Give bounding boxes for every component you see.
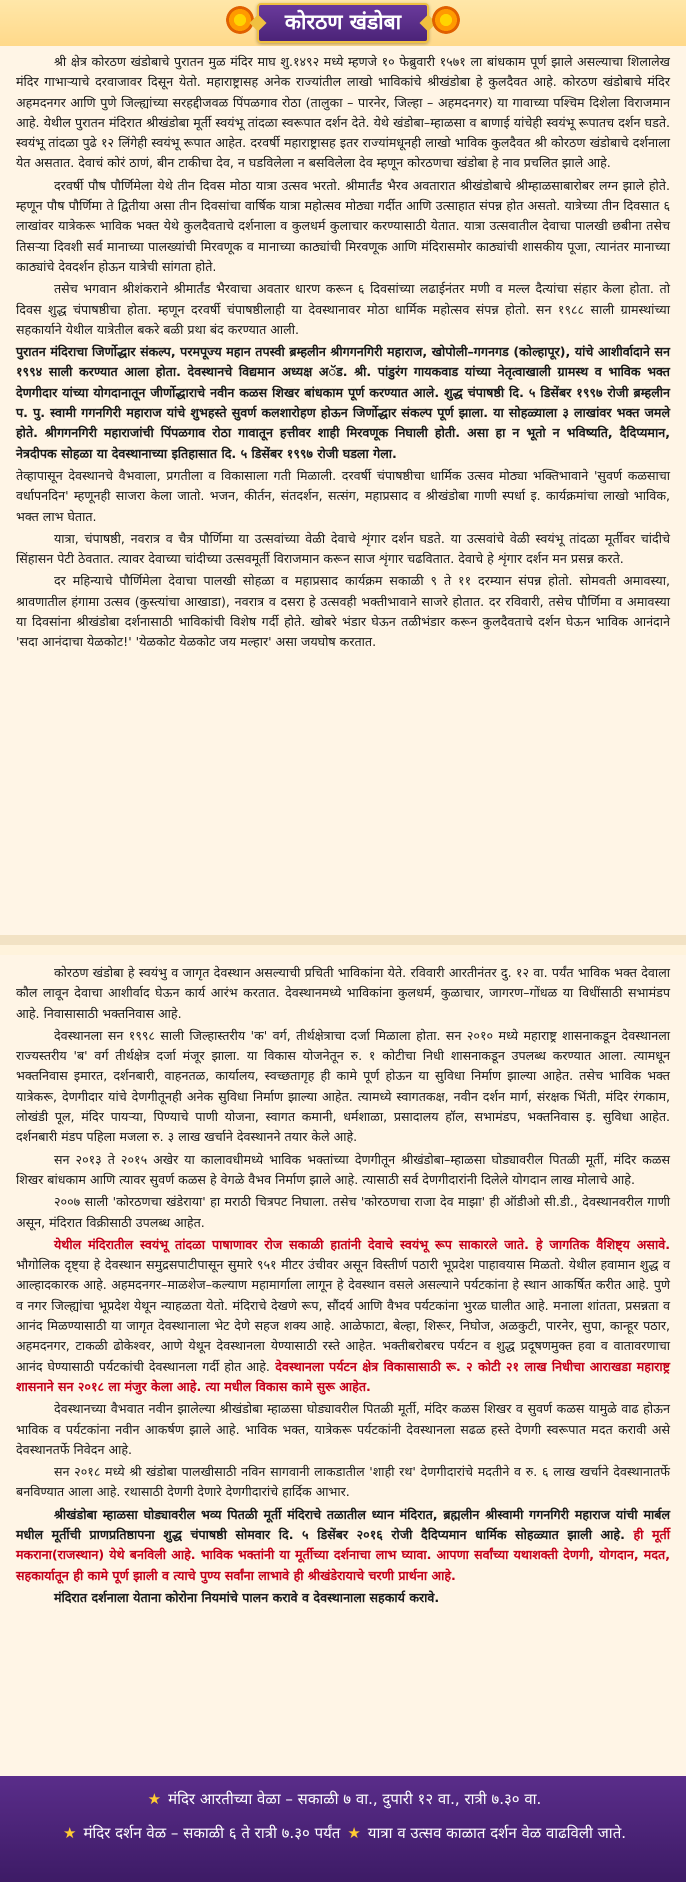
paragraph: देवस्थानच्या वैभवात नवीन झालेल्या श्रीखंडोबा म्हाळसा घोड्यावरील पितळी मूर्ती, मंदिर कळस शिखर व सुवर्ण कळस यामुळे वाढ होऊन भाविक व पर्यटकांना नवीन आकर्षण झाले आहे. भाविक भक्त, यात्रेकरू पर्यटकांनी देवस्थानला सढळ हस्ते देणगी स्वरूपात मदत करावी असे देवस्थानतर्फे निवेदन आहे. <box>16 1401 670 1457</box>
page-title: कोरठण खंडोबा <box>257 3 429 43</box>
paragraph: दरवर्षी पौष पौर्णिमेला येथे तीन दिवस मोठा यात्रा उत्सव भरतो. श्रीमार्तंड भैरव अवतारात श्रीखंडोबाचे श्रीम्हाळसाबारोबर लग्न झाले होते. म्हणून पौष पौर्णिमा ते द्वितीया असा तीन दिवसांचा वार्षिक यात्रा महोत्सव मोठ्या गर्दीत आणि उत्साहात संपन्न होत असतो. यात्रेच्या तीन दिवसात ६ लाखांवर यात्रेकरू भाविक भक्त येथे कुलदैवताचे दर्शनाला व कुलधर्म कुलाचार करण्यासाठी येतात. यात्रा उत्सवातील देवाचा पालखी छबीना तसेच तिसऱ्या दिवशी सर्व मानाच्या पालख्यांची मिरवणूक व मानाच्या काठ्यांची मिरवणूक आणि मंदिरासमोर काठ्यांची शासकीय पूजा, त्यानंतर मानाच्या काठ्यांचे देवदर्शन होऊन यात्रेची सांगता होते. <box>16 177 670 274</box>
star-icon: ★ <box>147 1790 162 1808</box>
star-icon: ★ <box>347 1824 361 1842</box>
paragraph: २००७ साली 'कोरठणचा खंडेराया' हा मराठी चित्रपट निघाला. तसेच 'कोरठणचा राजा देव माझा' ही ऑडीओ सी.डी., देवस्थानवरील गाणी असून, मंदिरात विक्रीसाठी उपलब्ध आहेत. <box>16 1194 670 1230</box>
star-icon: ★ <box>62 1824 77 1842</box>
paragraph: तसेच भगवान श्रीशंकराने श्रीमार्तंड भैरवाचा अवतार धारण करून ६ दिवसांच्या लढाईनंतर मणी व मल्ल दैत्यांचा संहार केला होता. तो दिवस शुद्ध चंपाषष्ठीचा होता. म्हणून दरवर्षी चंपाषष्ठीलाही या देवस्थानावर मोठा धार्मिक महोत्सव संपन्न होतो. सन १९८८ साली ग्रामस्थांच्या सहकार्याने येथील यात्रेतील बकरे बळी प्रथा बंद करण्यात आली. <box>16 281 670 337</box>
paragraph: तेव्हापासून देवस्थानचे वैभवाला, प्रगतीला व विकासाला गती मिळाली. दरवर्षी चंपाषष्ठीचा धार्मिक उत्सव मोठ्या भक्तिभावाने 'सुवर्ण कळसाचा वर्धापनदिन' म्हणूनही साजरा केला जातो. भजन, कीर्तन, संतदर्शन, सत्संग, महाप्रसाद व श्रीखंडोबा गाणी स्पर्धा इ. कार्यक्रमांचा लाखो भाविक, भक्त लाभ घेतात. <box>16 467 670 524</box>
marigold-flower-icon <box>432 6 460 34</box>
highlight-text: येथील मंदिरातील स्वयंभू तांदळा पाषाणावर रोज सकाळी हातांनी देवाचे स्वयंभू रूप साकारले जाते. हे जागतिक वैशिष्ट्य असावे. <box>54 1236 670 1252</box>
paragraph-text: भौगोलिक दृष्ट्या हे देवस्थान समुद्रसपाटीपासून सुमारे ९५१ मीटर उंचीवर असून विस्तीर्ण पठारी भूप्रदेश पाहावयास मिळतो. येथील हवामान शुद्ध व आल्हादकारक आहे. अहमदनगर–माळशेज–कल्याण महामार्गाला लागून हे देवस्थान वसले असल्याने पर्यटकांना हे स्थान आकर्षित करीत आहे. पुणे व नगर जिल्ह्यांचा भूप्रदेश येथून न्याहळता येतो. मंदिराचे देखणे रूप, सौंदर्य आणि वैभव पर्यटकांना भुरळ घालीत आहे. मनाला शांतता, प्रसन्नता व आनंद मिळण्यासाठी या जागृत देवस्थानाला भेट देणे सहज शक्य आहे. आळेफाटा, बेल्हा, शिरूर, निघोज, अळकुटी, पारनेर, सुपा, कान्हूर पठार, अहमदनगर, टाकळी ढोकेश्वर, आणे येथून देवस्थानला येण्यासाठी रस्ते आहेत. भक्तीबरोबरच पर्यटन व शुद्ध प्रदूषणमुक्त हवा व वातावरणाचा आनंद घेण्यासाठी पर्यटकांची देवस्थानला गर्दी होत आहे. <box>16 1257 670 1374</box>
paragraph: श्री क्षेत्र कोरठण खंडोबाचे पुरातन मुळ मंदिर माघ शु.१४९२ मध्ये म्हणजे १० फेब्रुवारी १५७१ ला बांधकाम पूर्ण झाले असल्याचा शिलालेख मंदिर गाभाऱ्याचे दरवाजावर दिसून येतो. महाराष्ट्रासह अनेक राज्यांतील लाखो भाविकांचे श्रीखंडोबा हे कुलदैवत आहे. कोरठण खंडोबाचे मंदिर अहमदनगर आणि पुणे जिल्ह्यांच्या सरहद्दीजवळ पिंपळगाव रोठा (तालुका – पारनेर, जिल्हा – अहमदनगर) या गावाच्या पश्चिम दिशेला विराजमान आहे. येथील पुरातन मंदिरात श्रीखंडोबा मूर्ती स्वयंभू तांदळा स्वरूपात दर्शन देते. येथे खंडोबा–म्हाळसा व बाणाई यांचेही स्वयंभू रूपातच दर्शन घडते. स्वयंभू तांदळा पुढे १२ लिंगेही स्वयंभू रूपात आहेत. दरवर्षी महाराष्ट्रासह इतर राज्यांमधूनही लाखो भाविक कुलदैवत श्री कोरठण खंडोबाचे दर्शनाला येत असतात. देवाचं कोरं ठाणं, बीन टाकीचा देव, न घडविलेला न बसविलेला देव म्हणून कोरठणचा खंडोबा हे नाव प्रचलित झाले आहे. <box>16 54 670 171</box>
marigold-flower-icon <box>226 6 254 34</box>
timings-footer <box>0 1776 686 1882</box>
paragraph: सन २०१८ मध्ये श्री खंडोबा पालखीसाठी नविन सागवानी लाकडातील 'शाही रथ' देणगीदारांचे मदतीने व रु. ६ लाख खर्चाने देवस्थानातर्फे बनविण्यात आला आहे. रथासाठी देणगी देणारे देणगीदारांचे हार्दिक आभार. <box>16 1464 670 1500</box>
paragraph: सन २०१३ ते २०१५ अखेर या कालावधीमध्ये भाविक भक्तांच्या देणगीतून श्रीखंडोबा–म्हाळसा घोड्यावरील पितळी मूर्ती, मंदिर कळस शिखर बांधकाम आणि त्यावर सुवर्ण कळस हे वेगळे वैभव निर्माण झाले आहे. त्यासाठी सर्व देणगीदारांनी दिलेले योगदान लाख मोलाचे आहे. <box>16 1151 670 1187</box>
highlight-text: देवस्थानला पर्यटन क्षेत्र विकासासाठी रू. २ कोटी २१ लाख निधीचा आराखडा महाराष्ट्र शासनाने सन २०१८ ला मंजुर केला आहे. त्या मधील विकास कामे सुरू आहेत. <box>16 1358 670 1394</box>
paragraph: यात्रा, चंपाषष्ठी, नवरात्र व चैत्र पौर्णिमा या उत्सवांच्या वेळी देवाचे शृंगार दर्शन घडते. या उत्सवांचे वेळी स्वयंभू तांदळा मूर्तीवर चांदीचे सिंहासन पेटी ठेवतात. त्यावर देवाच्या चांदीच्या उत्सवमूर्ती विराजमान करून साज शृंगार चढवितात. देवाचे हे शृंगार दर्शन मन प्रसन्न करते. <box>16 530 670 567</box>
temple-info-section <box>0 955 686 1776</box>
paragraph: देवस्थानला सन १९९८ साली जिल्हास्तरीय 'क' वर्ग, तीर्थक्षेत्राचा दर्जा मिळाला होता. सन २०१० मध्ये महाराष्ट्र शासनाकडून देवस्थानला राज्यस्तरीय 'ब' वर्ग तीर्थक्षेत्र दर्जा मंजूर झाला. या विकास योजनेतून रु. १ कोटीचा निधी शासनाकडून उपलब्ध करण्यात आला. त्यामधून भक्तनिवास इमारत, दर्शनबारी, वाहनतळ, कार्यालय, स्वच्छतागृह ही कामे पूर्ण होऊन या सुविधा निर्माण झाल्या आहेत. तसेच भाविक भक्त यात्रेकरू, देणगीदार यांचे देणगीतूनही अनेक सुविधा निर्माण झाल्या आहेत. त्यामध्ये स्वागतकक्ष, नवीन दर्शन मार्ग, संरक्षक भिंती, मंदिर रंगकाम, लोखंडी पूल, मंदिर पायऱ्या, पिण्याचे पाणी योजना, स्वागत कमानी, धर्मशाळा, प्रसादालय हॉल, सभामंडप, भक्तनिवास इ. सुविधा आहेत. दर्शनबारी मंडप पहिला मजला रु. ३ लाख खर्चाने देवस्थानने तयार केले आहे. <box>16 1027 670 1145</box>
highlight-text: ही मूर्ती मकराना(राजस्थान) येथे बनविली आहे. भाविक भक्तांनी या मूर्तीच्या दर्शनाचा लाभ घ्यावा. आपणा सर्वांच्या यथाशक्ती देणगी, योगदान, मदत, सहकार्यातून ही कामे पूर्ण झाली व त्याचे पुण्य सर्वांना लाभावे ही श्रीखंडेरायाचे चरणी प्रार्थना आहे. <box>16 1527 670 1583</box>
paragraph <box>16 1505 670 1586</box>
festival-timings-note: यात्रा व उत्सव काळात दर्शन वेळ वाढविली जाते. <box>367 1824 627 1842</box>
page-header <box>0 0 686 46</box>
darshan-timings: मंदिर दर्शन वेळ – सकाळी ६ ते रात्री ७.३० पर्यंत <box>83 1824 341 1842</box>
bold-text: श्रीखंडोबा म्हाळसा घोड्यावरील भव्य पितळी मूर्ती मंदिराचे तळातील ध्यान मंदिरात, ब्रह्मलीन श्रीस्वामी गगनगिरी महाराज यांची मार्बल मधील मूर्तीची प्राणप्रतिष्ठापना शुद्ध चंपाषष्ठी सोमवार दि. ५ डिसेंबर २०१६ रोजी दैदिप्यमान धार्मिक सोहळ्यात झाली आहे. <box>16 1506 670 1543</box>
paragraph <box>16 1235 670 1397</box>
covid-notice: मंदिरात दर्शनाला येताना कोरोना नियमांचे पालन करावे व देवस्थानाला सहकार्य करावे. <box>54 1589 440 1605</box>
aarti-timings-row <box>10 1786 676 1812</box>
aarti-timings: मंदिर आरतीच्या वेळा – सकाळी ७ वा., दुपारी १२ वा., रात्री ७.३० वा. <box>168 1790 542 1808</box>
history-section <box>0 46 686 945</box>
darshan-timings-row <box>10 1820 676 1846</box>
paragraph: दर महिन्याचे पौर्णिमेला देवाचा पालखी सोहळा व महाप्रसाद कार्यक्रम सकाळी ९ ते ११ दरम्यान संपन्न होतो. सोमवती अमावस्या, श्रावणातील हंगामा उत्सव (कुस्त्यांचा आखाडा), नवरात्र व दसरा हे उत्सवही भक्तीभावाने साजरे होतात. दर रविवारी, तसेच पौर्णिमा व अमावस्या या दिवसांना श्रीखंडोबा दर्शनासाठी भाविकांची विशेष गर्दी होते. खोबरे भंडार घेऊन तळीभंडार करून कुलदैवताचे दर्शन घेऊन भाविक आनंदाने 'सदा आनंदाचा येळकोट!' 'येळकोट येळकोट जय मल्हार' असा जयघोष करतात. <box>16 573 670 650</box>
paragraph: कोरठण खंडोबा हे स्वयंभु व जागृत देवस्थान असल्याची प्रचिती भाविकांना येते. रविवारी आरतीनंतर दु. १२ वा. पर्यंत भाविक भक्त देवाला कौल लावून देवाचा आशीर्वाद घेऊन कार्य आरंभ करतात. देवस्थानमध्ये भाविकांना कुलधर्म, कुळाचार, जागरण–गोंधळ या विधींसाठी सभामंडप आहे. निवासासाठी भक्तनिवास आहे. <box>16 965 670 1021</box>
paragraph-bold: पुरातन मंदिराचा जिर्णोद्धार संकल्प, परमपूज्य महान तपस्वी ब्रम्हलीन श्रीगगनगिरी महाराज, खोपोली–गगनगड (कोल्हापूर), यांचे आशीर्वादाने सन १९९४ साली करण्यात आला होता. देवस्थानचे विद्यमान अध्यक्ष अॅड. श्री. पांडुरंग गायकवाड यांच्या नेतृत्वाखाली ग्रामस्थ व भाविक भक्त देणगीदार यांच्या योगदानातून जीर्णोद्धाराचे नवीन कळस शिखर बांधकाम पूर्ण करण्यात आले. शुद्ध चंपाषष्ठी दि. ५ डिसेंबर १९९७ रोजी ब्रम्हलीन प. पु. स्वामी गगनगिरी महाराज यांचे शुभहस्ते सुवर्ण कलशारोहण होऊन जिर्णोद्धार संकल्प पूर्ण झाला. या सोहळ्याला ३ लाखांवर भक्त जमले होते. श्रीगगनगिरी महाराजांची पिंपळगाव रोठा गावातून हत्तीवर शाही मिरवणूक निघाली होती. असा हा न भूतो न भविष्यति, दैदिप्यमान, नेत्रदीपक सोहळा या देवस्थानाच्या इतिहासात दि. ५ डिसेंबर १९९७ रोजी घडला गेला. <box>16 344 670 461</box>
